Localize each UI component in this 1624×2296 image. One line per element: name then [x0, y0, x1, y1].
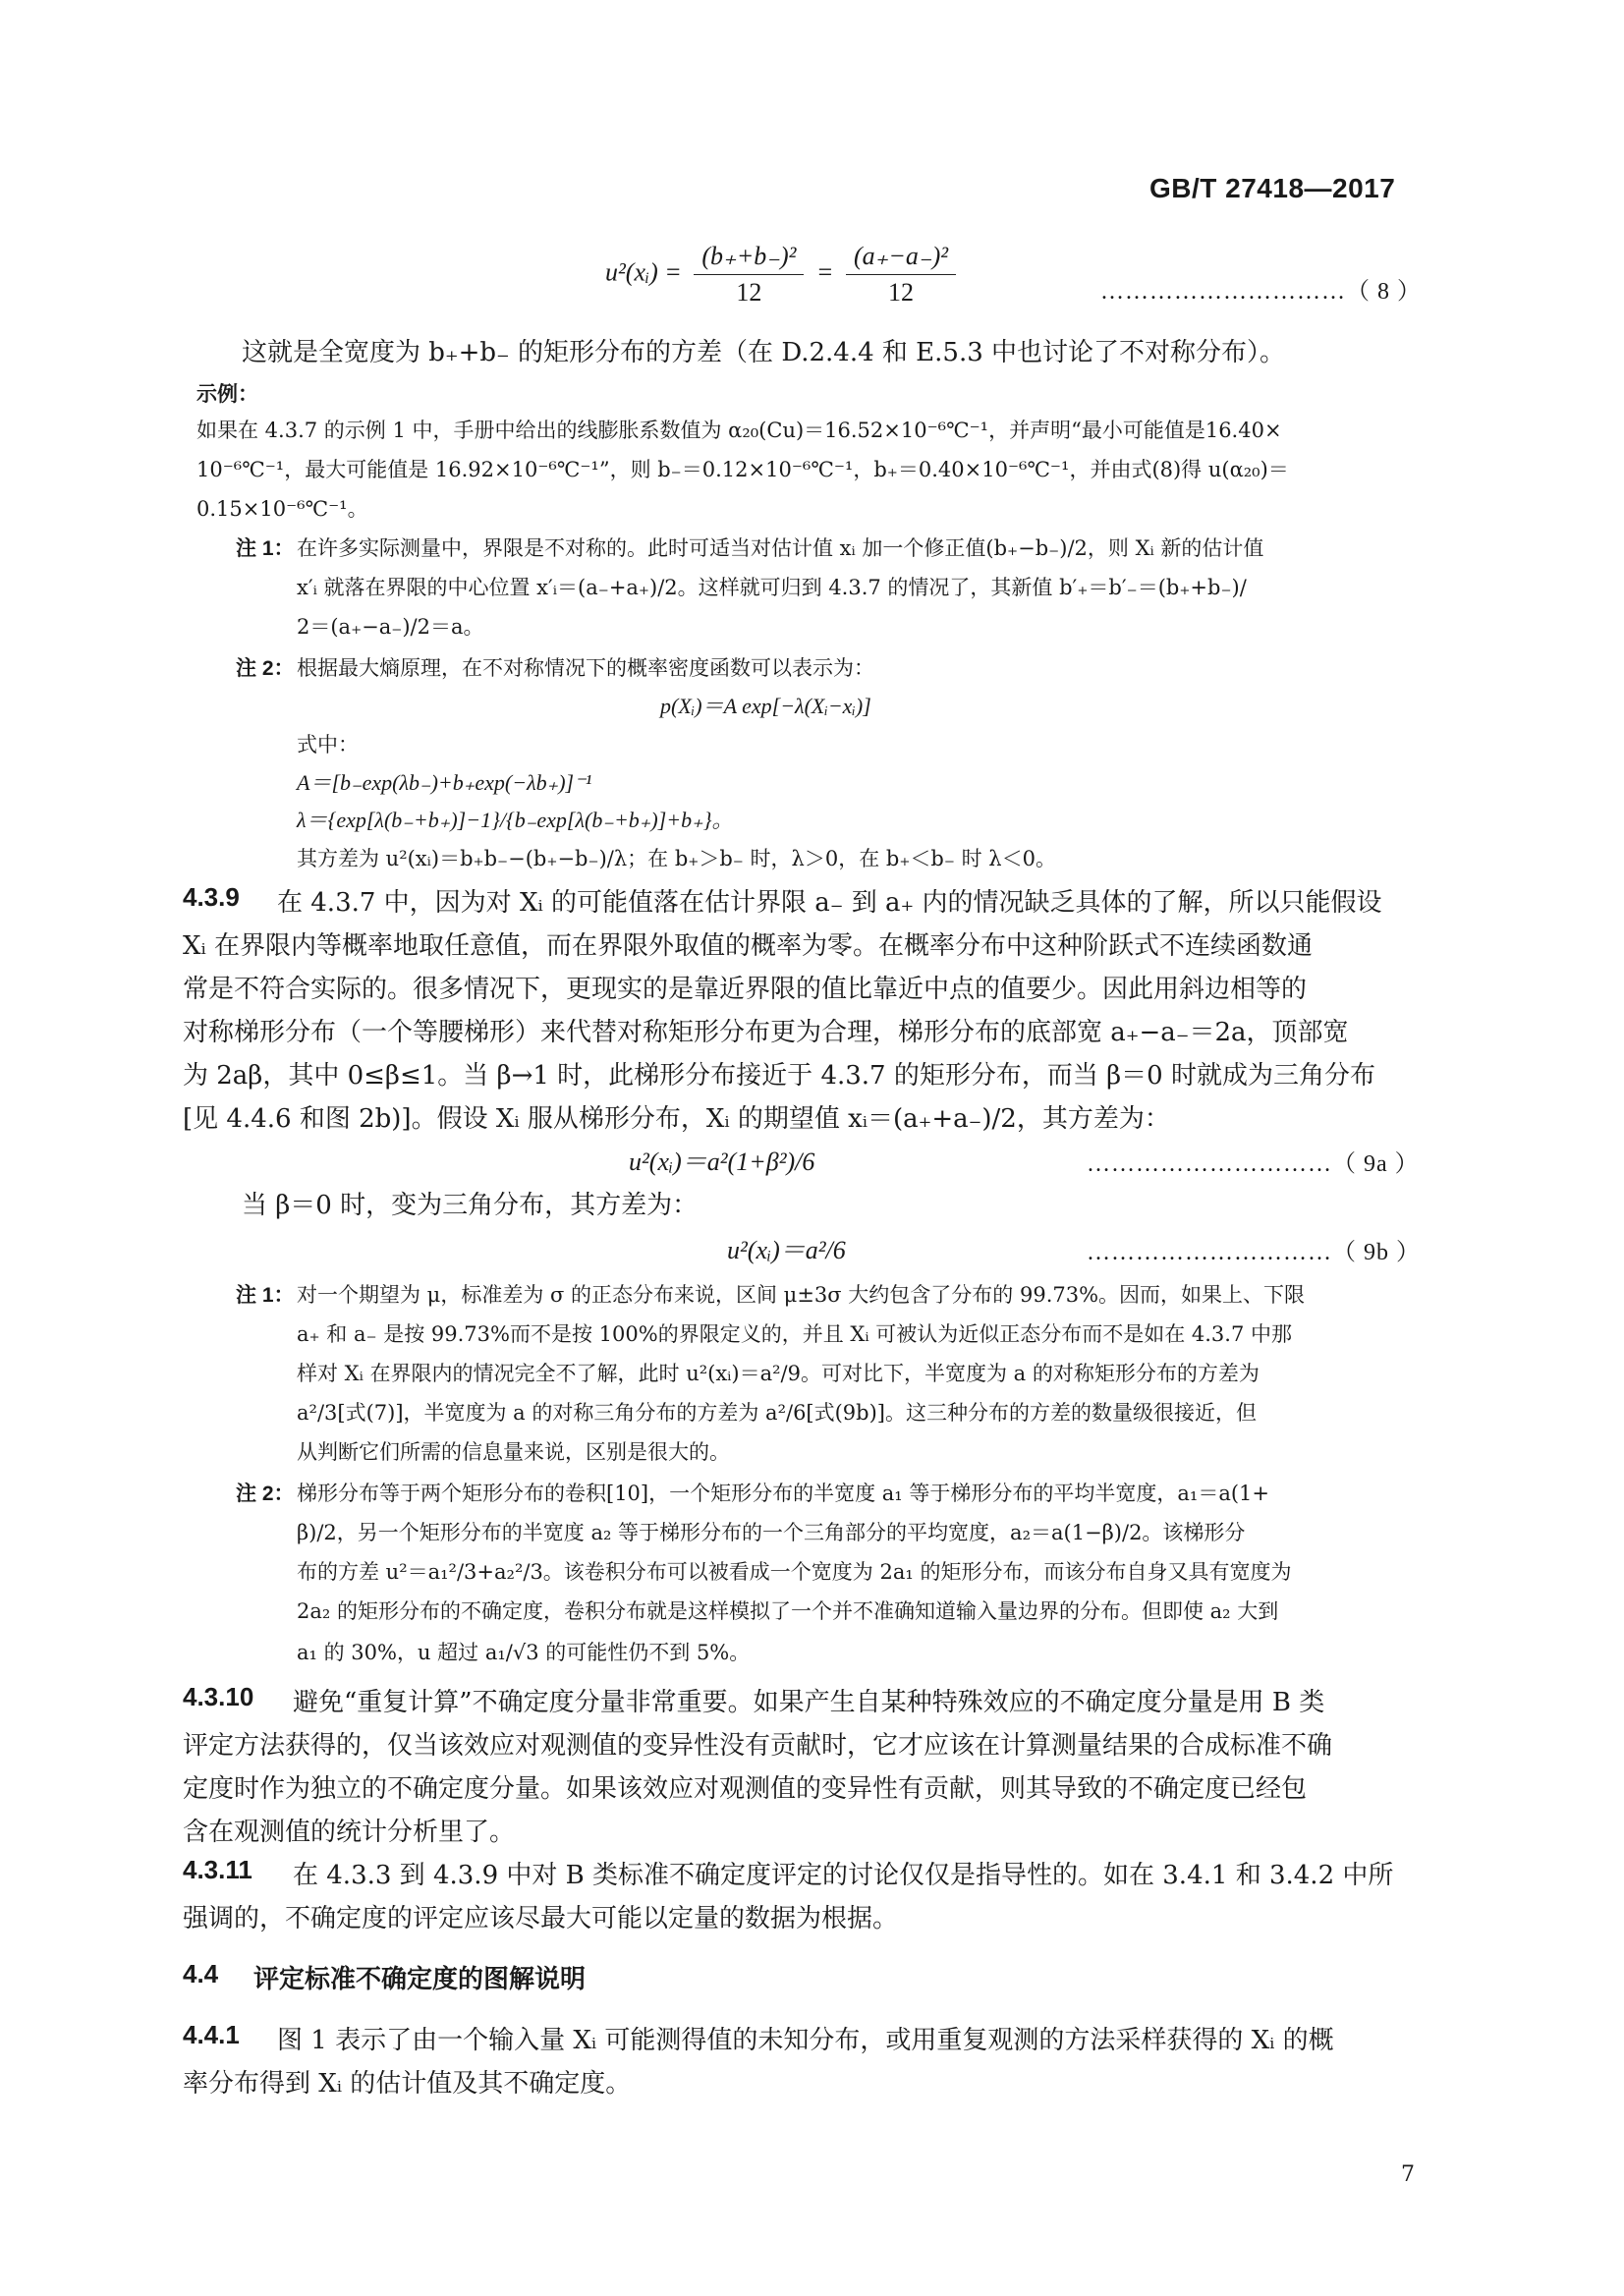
- note1b-label: 注 1：: [236, 1284, 295, 1307]
- s4310-line-3: 定度时作为独立的不确定度分量。如果该效应对观测值的变异性有贡献，则其导致的不确定度已经包: [183, 1774, 1308, 1804]
- page-number: 7: [1401, 2162, 1415, 2187]
- example-line-1: 如果在 4.3.7 的示例 1 中，手册中给出的线膨胀系数值为 α₂₀(Cu)＝16.52×10⁻⁶℃⁻¹，并声明“最小可能值是16.40×: [196, 419, 1282, 442]
- note2b-line-1: 梯形分布等于两个矩形分布的卷积[10]，一个矩形分布的半宽度 a₁ 等于梯形分布的平均半宽度，a₁＝a(1+: [297, 1482, 1270, 1505]
- section-4-3-9-number: 4.3.9: [183, 882, 240, 912]
- note2b-label: 注 2：: [236, 1483, 295, 1505]
- eq8-frac1-denominator: 12: [736, 278, 762, 307]
- note1-line-2: x′ᵢ 就落在界限的中心位置 x′ᵢ＝(a₋+a₊)/2。这样就可归到 4.3.7 的情况了，其新值 b′₊＝b′₋＝(b₊+b₋)/: [297, 576, 1247, 599]
- s439-line-4: 对称梯形分布（一个等腰梯形）来代替对称矩形分布更为合理，梯形分布的底部宽 a₊−a₋＝2a，顶部宽: [183, 1018, 1349, 1047]
- note1b-line-5: 从判断它们所需的信息量来说，区别是很大的。: [297, 1440, 730, 1464]
- eq8-frac2-denominator: 12: [888, 278, 915, 307]
- s441-line-1: 图 1 表示了由一个输入量 Xᵢ 可能测得值的未知分布，或用重复观测的方法采样获得的 Xᵢ 的概: [277, 2026, 1334, 2055]
- s439-line-2: Xᵢ 在界限内等概率地取任意值，而在界限外取值的概率为零。在概率分布中这种阶跃式不连续函数通: [183, 931, 1314, 961]
- note1b-line-3: 样对 Xᵢ 在界限内的情况完全不了解，此时 u²(xᵢ)＝a²/9。可对比下，半宽度为 a 的对称矩形分布的方差为: [297, 1362, 1260, 1385]
- standard-number: GB/T 27418—2017: [1149, 173, 1396, 203]
- equation-9a: u²(xᵢ)＝a²(1+β²)/6: [629, 1148, 815, 1176]
- section-4-4-number: 4.4: [183, 1959, 219, 1988]
- equation-9b-number: …………………………（ 9b ）: [1087, 1240, 1421, 1265]
- s4311-line-2: 强调的，不确定度的评定应该尽最大可能以定量的数据为根据。: [183, 1904, 899, 1933]
- note2-line-1: 根据最大熵原理，在不对称情况下的概率密度函数可以表示为：: [297, 656, 874, 680]
- eq8-frac2-numerator: (a₊−a₋)²: [846, 242, 956, 275]
- note2b-line-2: β)/2，另一个矩形分布的半宽度 a₂ 等于梯形分布的一个三角部分的平均宽度，a₂＝a(1−β)/2。该梯形分: [297, 1521, 1246, 1544]
- s4310-line-1: 避免“重复计算”不确定度分量非常重要。如果产生自某种特殊效应的不确定度分量是用 B 类: [293, 1688, 1325, 1717]
- note2-where: 式中：: [297, 733, 359, 756]
- eq8-equals: =: [815, 257, 834, 287]
- note2-def-a: A＝[b₋exp(λb₋)+b₊exp(−λb₊)]⁻¹: [297, 770, 592, 795]
- section-4-4-1-number: 4.4.1: [183, 2020, 240, 2049]
- note1b-line-4: a²/3[式(7)]，半宽度为 a 的对称三角分布的方差为 a²/6[式(9b)]。这三种分布的方差的数量级很接近，但: [297, 1401, 1257, 1425]
- s4311-line-1: 在 4.3.3 到 4.3.9 中对 B 类标准不确定度评定的讨论仅仅是指导性的。如在 3.4.1 和 3.4.2 中所: [293, 1861, 1394, 1890]
- intro-line: 这就是全宽度为 b₊+b₋ 的矩形分布的方差（在 D.2.4.4 和 E.5.3 中也讨论了不对称分布）。: [242, 338, 1286, 367]
- note1b-line-2: a₊ 和 a₋ 是按 99.73%而不是按 100%的界限定义的，并且 Xᵢ 可被认为近似正态分布而不是如在 4.3.7 中那: [297, 1322, 1293, 1346]
- s439-line-6: [见 4.4.6 和图 2b)]。假设 Xᵢ 服从梯形分布，Xᵢ 的期望值 xᵢ＝(a₊+a₋)/2，其方差为：: [183, 1104, 1170, 1134]
- s439-line-1: 在 4.3.7 中，因为对 Xᵢ 的可能值落在估计界限 a₋ 到 a₊ 内的情况缺乏具体的了解，所以只能假设: [277, 888, 1382, 918]
- equation-9a-number: …………………………（ 9a ）: [1087, 1151, 1420, 1177]
- note2-variance: 其方差为 u²(xᵢ)＝b₊b₋−(b₊−b₋)/λ；在 b₊＞b₋ 时，λ＞0，在 b₊＜b₋ 时 λ＜0。: [297, 847, 1056, 870]
- eq8-frac1-numerator: (b₊+b₋)²: [694, 242, 804, 275]
- s439-when-beta0: 当 β＝0 时，变为三角分布，其方差为：: [242, 1191, 699, 1220]
- s439-line-5: 为 2aβ，其中 0≤β≤1。当 β→1 时，此梯形分布接近于 4.3.7 的矩形分布，而当 β＝0 时就成为三角分布: [183, 1061, 1375, 1091]
- note2b-line-4: 2a₂ 的矩形分布的不确定度，卷积分布就是这样模拟了一个并不准确知道输入量边界的分布。但即使 a₂ 大到: [297, 1599, 1279, 1623]
- note1-line-3: 2＝(a₊−a₋)/2＝a。: [297, 615, 484, 639]
- equation-8-number: …………………………（ 8 ）: [1100, 279, 1422, 305]
- eq8-fraction-1: [694, 242, 804, 308]
- section-4-3-11-number: 4.3.11: [183, 1855, 252, 1884]
- note2b-line-5: a₁ 的 30%，u 超过 a₁/√3 的可能性仍不到 5%。: [297, 1641, 751, 1664]
- section-4-3-10-number: 4.3.10: [183, 1682, 254, 1711]
- note2b-line-3: 布的方差 u²＝a₁²/3+a₂²/3。该卷积分布可以被看成一个宽度为 2a₁ 的矩形分布，而该分布自身又具有宽度为: [297, 1560, 1292, 1584]
- eq8-lhs: u²(xᵢ) =: [605, 257, 682, 287]
- example-label: 示例：: [196, 383, 258, 406]
- s4310-line-4: 含在观测值的统计分析里了。: [183, 1818, 516, 1847]
- note2-formula: p(Xᵢ)＝A exp[−λ(Xᵢ−xᵢ)]: [660, 694, 871, 718]
- eq8-fraction-2: [846, 242, 956, 308]
- s439-line-3: 常是不符合实际的。很多情况下，更现实的是靠近界限的值比靠近中点的值要少。因此用斜边相等的: [183, 975, 1308, 1004]
- equation-9b: u²(xᵢ)＝a²/6: [727, 1236, 846, 1264]
- s4310-line-2: 评定方法获得的，仅当该效应对观测值的变异性没有贡献时，它才应该在计算测量结果的合成标准不确: [183, 1731, 1333, 1761]
- s441-line-2: 率分布得到 Xᵢ 的估计值及其不确定度。: [183, 2069, 632, 2099]
- example-line-3: 0.15×10⁻⁶℃⁻¹。: [196, 497, 368, 521]
- equation-8: [605, 242, 962, 308]
- section-4-4-title: 评定标准不确定度的图解说明: [253, 1964, 587, 1993]
- note1b-line-1: 对一个期望为 μ，标准差为 σ 的正态分布来说，区间 μ±3σ 大约包含了分布的 99.73%。因而，如果上、下限: [297, 1283, 1306, 1307]
- note1-label: 注 1：: [236, 537, 295, 560]
- note2-label: 注 2：: [236, 657, 295, 680]
- note2-def-lambda: λ＝{exp[λ(b₋+b₊)]−1}/{b₋exp[λ(b₋+b₊)]+b₊}。: [297, 808, 734, 832]
- note1-line-1: 在许多实际测量中，界限是不对称的。此时可适当对估计值 xᵢ 加一个修正值(b₊−b₋)/2，则 Xᵢ 新的估计值: [297, 536, 1264, 560]
- example-line-2: 10⁻⁶℃⁻¹，最大可能值是 16.92×10⁻⁶℃⁻¹”，则 b₋＝0.12×10⁻⁶℃⁻¹，b₊＝0.40×10⁻⁶℃⁻¹，并由式(8)得 u(α₂₀)＝: [196, 458, 1289, 481]
